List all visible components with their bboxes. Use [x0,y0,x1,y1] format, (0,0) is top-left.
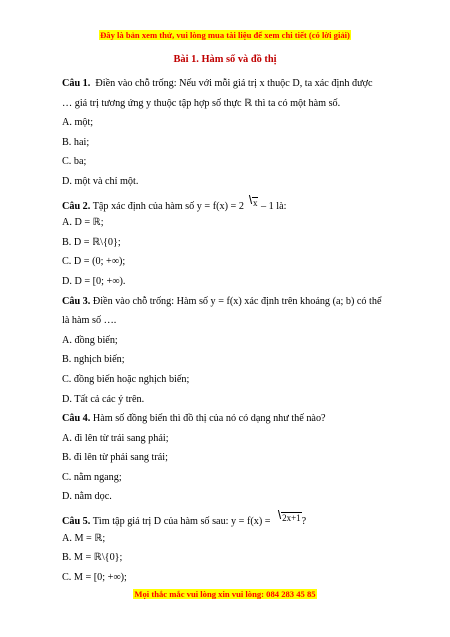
question-2-option-a: A. D = ℝ; [62,217,104,229]
question-1-option-d: D. một và chỉ một. [62,175,139,187]
question-4-option-a: A. đi lên từ trái sang phải; [62,432,169,444]
question-4-option-d: D. nằm dọc. [62,491,112,503]
preview-notice-text: Đây là bản xem thử, vui lòng mua tài liệu để xem chi tiết (có lời giải) [100,30,350,40]
question-2-option-d: D. D = [0; +∞). [62,275,126,287]
question-5-text-before: Tìm tập giá trị D của hàm số sau: y = f(x) = [92,516,271,528]
question-2-stem [62,194,392,214]
question-1-line-1 [62,74,392,94]
square-root-symbol [274,509,302,529]
question-4-option-c: C. nằm ngang; [62,471,122,483]
question-5-option-a: A. M = ℝ; [62,532,106,544]
question-5-option-b: B. M = ℝ\{0}; [62,552,123,564]
question-3-label: Câu 3. [62,295,91,307]
question-4-stem [62,409,392,429]
question-2-label: Câu 2. [62,200,91,212]
question-3-line-1 [62,292,392,312]
question-5-option-c: C. M = [0; +∞); [62,571,127,583]
question-1-option-a: A. một; [62,117,94,129]
question-4-label: Câu 4. [62,413,91,425]
question-2-option-b: B. D = ℝ\{0}; [62,236,121,248]
question-3-text-line-2: là hàm số …. [62,315,117,327]
question-1-option-c: C. ba; [62,156,87,168]
question-2-text-before: Tập xác định của hàm số y = f(x) = 2 [92,200,244,212]
question-2-option-c: C. D = (0; +∞); [62,256,126,268]
question-5-radicand: 2x+1 [282,513,301,524]
question-3-option-c: C. đồng biến hoặc nghịch biến; [62,373,190,385]
question-4-option-b: B. đi lên từ phải sang trái; [62,452,168,464]
question-2-radicand: x [252,197,258,208]
contact-text: Mọi thắc mắc vui lòng xin vui lòng: 084 283 45 85 [134,589,316,599]
question-1-text-line-2: … giá trị tương ứng y thuộc tập hợp số thực ℝ thì ta có một hàm số. [62,97,341,109]
question-5-text-after: ? [301,516,307,528]
question-3-text-line-1: Điền vào chỗ trống: Hàm số y = f(x) xác định trên khoảng (a; b) có thể [92,295,382,307]
square-root-symbol [245,194,259,214]
question-3-option-a: A. đồng biến; [62,334,118,346]
preview-notice-banner [0,30,450,40]
question-4-text: Hàm số đồng biến thì đồ thị của nó có dạng như thế nào? [92,413,326,425]
question-list [62,74,392,587]
question-5-stem [62,509,392,529]
question-1-option-b: B. hai; [62,136,90,148]
question-1-label: Câu 1. [62,78,91,89]
question-3-option-b: B. nghịch biến; [62,354,125,366]
contact-banner [0,589,450,599]
lesson-title: Bài 1. Hàm số và đồ thị [173,54,277,65]
question-2-text-after: – 1 là: [260,200,287,212]
question-1-text-line-1: Điền vào chỗ trống: Nếu với mỗi giá trị x thuộc D, ta xác định được [95,78,373,89]
question-3-option-d: D. Tất cả các ý trên. [62,393,145,405]
question-5-label: Câu 5. [62,516,91,528]
